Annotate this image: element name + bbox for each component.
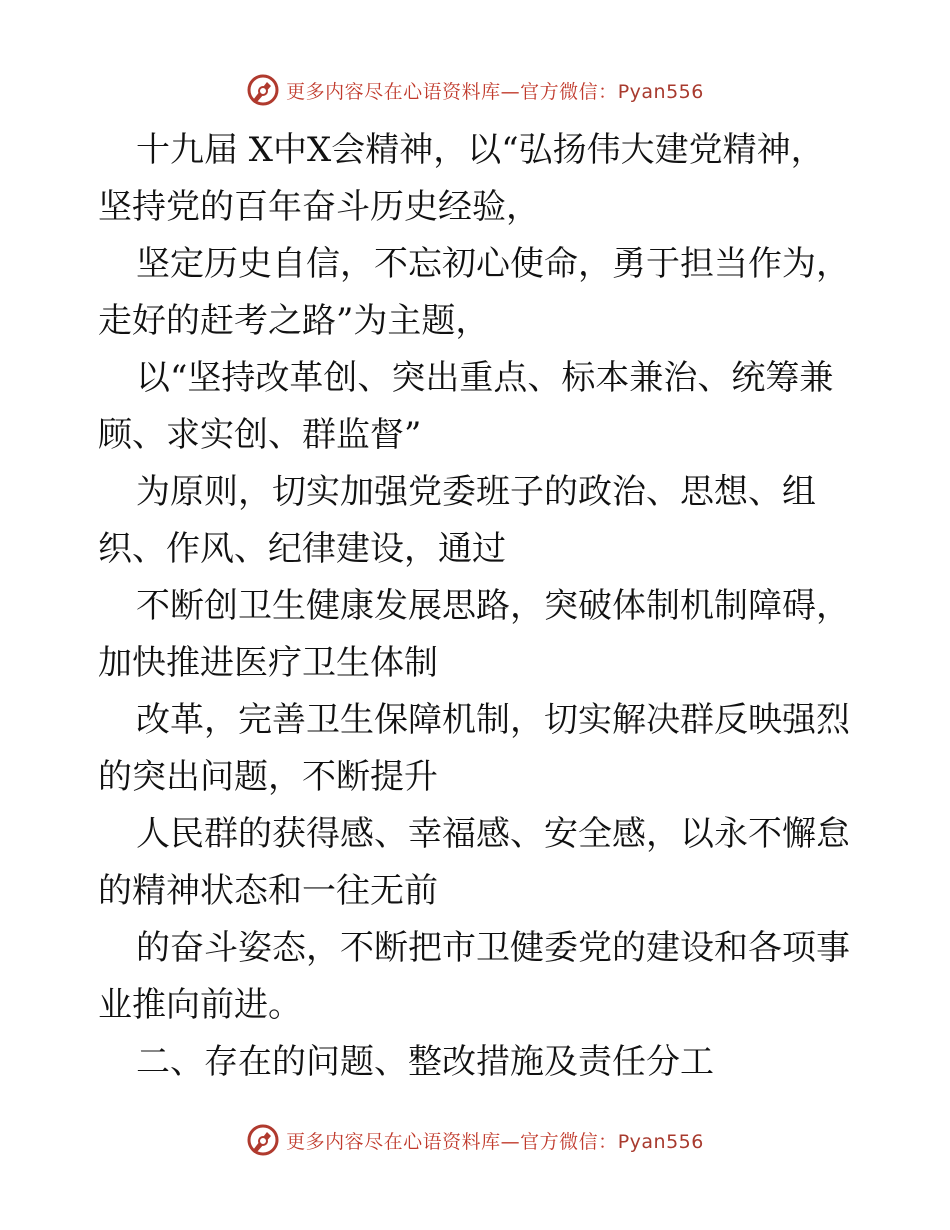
document-body xyxy=(98,122,858,1091)
banner-site-text: 更多内容尽在心语资料库 xyxy=(286,80,501,103)
banner-wechat-id: Pyan556 xyxy=(617,1130,704,1153)
banner-site-text: 更多内容尽在心语资料库 xyxy=(286,1130,501,1153)
banner-separator: — xyxy=(500,1130,521,1153)
ink-logo-icon xyxy=(246,73,280,107)
paragraph-6: 改革，完善卫生保障机制，切实解决群反映强烈的突出问题，不断提升 xyxy=(98,700,850,797)
paragraph-4: 为原则，切实加强党委班子的政治、思想、组织、作风、纪律建设，通过 xyxy=(98,472,816,569)
ink-logo-icon xyxy=(246,1123,280,1157)
footer-banner xyxy=(0,1120,950,1160)
paragraph-7: 人民群的获得感、幸福感、安全感，以永不懈怠的精神状态和一往无前 xyxy=(98,814,850,911)
banner-wechat-id: Pyan556 xyxy=(617,80,704,103)
paragraph-3: 以“坚持改革创、突出重点、标本兼治、统筹兼顾、求实创、群监督” xyxy=(98,358,834,455)
banner-wechat-label: 官方微信： xyxy=(520,80,618,103)
paragraph-1: 十九届 X中X会精神，以“弘扬伟大建党精神，坚持党的百年奋斗历史经验， xyxy=(98,130,825,227)
paragraph-8: 的奋斗姿态，不断把市卫健委党的建设和各项事业推向前进。 xyxy=(98,928,850,1025)
paragraph-5: 不断创卫生健康发展思路，突破体制机制障碍，加快推进医疗卫生体制 xyxy=(98,586,850,683)
banner-text xyxy=(286,77,704,104)
banner-text xyxy=(286,1127,704,1154)
section-heading: 二、存在的问题、整改措施及责任分工 xyxy=(136,1042,714,1082)
banner-separator: — xyxy=(500,80,521,103)
banner-wechat-label: 官方微信： xyxy=(520,1130,618,1153)
header-banner xyxy=(0,70,950,110)
paragraph-2: 坚定历史自信，不忘初心使命，勇于担当作为，走好的赶考之路”为主题， xyxy=(98,244,850,341)
